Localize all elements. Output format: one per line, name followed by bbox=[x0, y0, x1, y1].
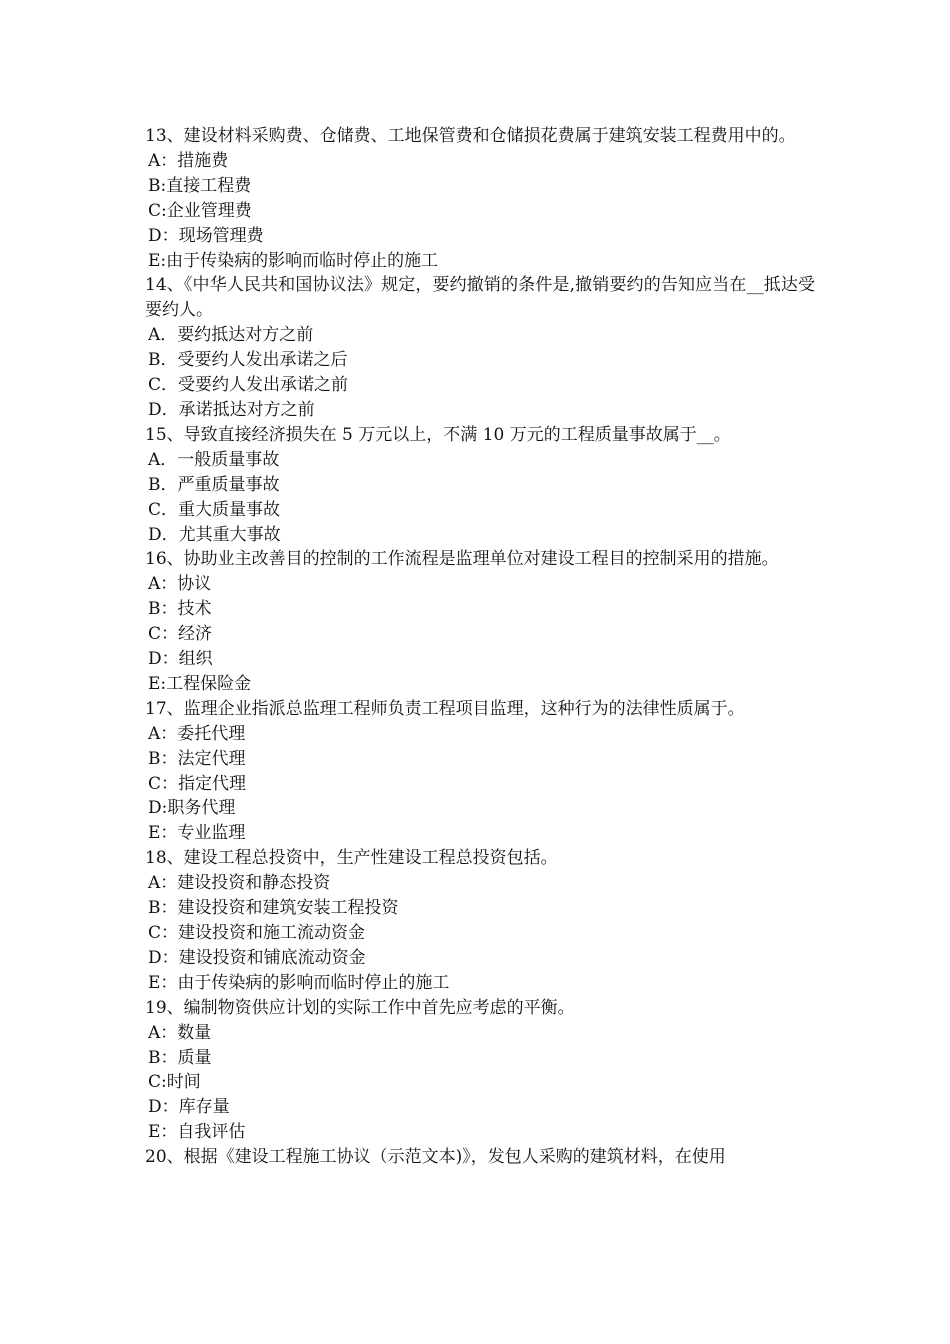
question-text: 18、建设工程总投资中，生产性建设工程总投资包括。 bbox=[145, 848, 558, 869]
option-b: B:直接工程费 bbox=[148, 175, 252, 196]
option-d: D．承诺抵达对方之前 bbox=[148, 399, 315, 420]
option-e: E：自我评估 bbox=[148, 1122, 246, 1143]
question-text: 16、协助业主改善目的控制的工作流程是监理单位对建设工程目的控制采用的措施。 bbox=[145, 549, 779, 570]
option-b: B：法定代理 bbox=[148, 748, 246, 769]
option-b: B：质量 bbox=[148, 1047, 212, 1068]
question-text: 15、导致直接经济损失在 5 万元以上，不满 10 万元的工程质量事故属于__。 bbox=[145, 424, 731, 445]
option-a: A：协议 bbox=[148, 574, 212, 595]
question-15 bbox=[145, 423, 815, 548]
option-a: A．一般质量事故 bbox=[148, 449, 280, 470]
option-a: A：委托代理 bbox=[148, 723, 246, 744]
question-19 bbox=[145, 996, 815, 1145]
option-c: C：指定代理 bbox=[148, 773, 247, 794]
question-17 bbox=[145, 697, 815, 846]
question-18 bbox=[145, 846, 815, 995]
question-text: 20、根据《建设工程施工协议（示范文本)》，发包人采购的建筑材料，在使用 bbox=[145, 1147, 726, 1168]
question-text: 14、《中华人民共和国协议法》规定，要约撤销的条件是,撤销要约的告知应当在__抵达受要约人。 bbox=[145, 275, 815, 321]
option-d: D．尤其重大事故 bbox=[148, 524, 281, 545]
option-d: D：建设投资和铺底流动资金 bbox=[148, 947, 366, 968]
option-d: D：现场管理费 bbox=[148, 225, 264, 246]
option-c: C:企业管理费 bbox=[148, 200, 252, 221]
option-e: E:由于传染病的影响而临时停止的施工 bbox=[148, 250, 439, 271]
option-b: B：建设投资和建筑安装工程投资 bbox=[148, 898, 399, 919]
option-b: B：技术 bbox=[148, 599, 212, 620]
option-d: D：库存量 bbox=[148, 1097, 230, 1118]
question-20 bbox=[145, 1145, 815, 1170]
option-c: C：建设投资和施工流动资金 bbox=[148, 923, 366, 943]
option-e: E：专业监理 bbox=[148, 823, 246, 844]
question-text: 13、建设材料采购费、仓储费、工地保管费和仓储损花费属于建筑安装工程费用中的。 bbox=[145, 126, 796, 146]
option-c: C：经济 bbox=[148, 624, 213, 645]
option-b: B．受要约人发出承诺之后 bbox=[148, 350, 348, 371]
option-b: B．严重质量事故 bbox=[148, 474, 280, 495]
option-c: C:时间 bbox=[148, 1072, 201, 1093]
question-text: 17、监理企业指派总监理工程师负责工程项目监理，这种行为的法律性质属于。 bbox=[145, 698, 745, 719]
option-c: C．受要约人发出承诺之前 bbox=[148, 375, 349, 396]
question-14 bbox=[145, 273, 815, 422]
option-a: A：数量 bbox=[148, 1022, 212, 1043]
question-16 bbox=[145, 547, 815, 696]
question-13 bbox=[145, 124, 815, 273]
option-c: C．重大质量事故 bbox=[148, 499, 281, 520]
question-text: 19、编制物资供应计划的实际工作中首先应考虑的平衡。 bbox=[145, 997, 575, 1018]
option-e: E：由于传染病的影响而临时停止的施工 bbox=[148, 972, 450, 993]
option-d: D：组织 bbox=[148, 649, 213, 670]
option-e: E:工程保险金 bbox=[148, 673, 252, 694]
option-a: A．要约抵达对方之前 bbox=[148, 325, 314, 346]
option-d: D:职务代理 bbox=[148, 798, 236, 819]
document-page bbox=[145, 124, 815, 1170]
option-a: A：措施费 bbox=[148, 150, 229, 171]
option-a: A：建设投资和静态投资 bbox=[148, 873, 331, 894]
